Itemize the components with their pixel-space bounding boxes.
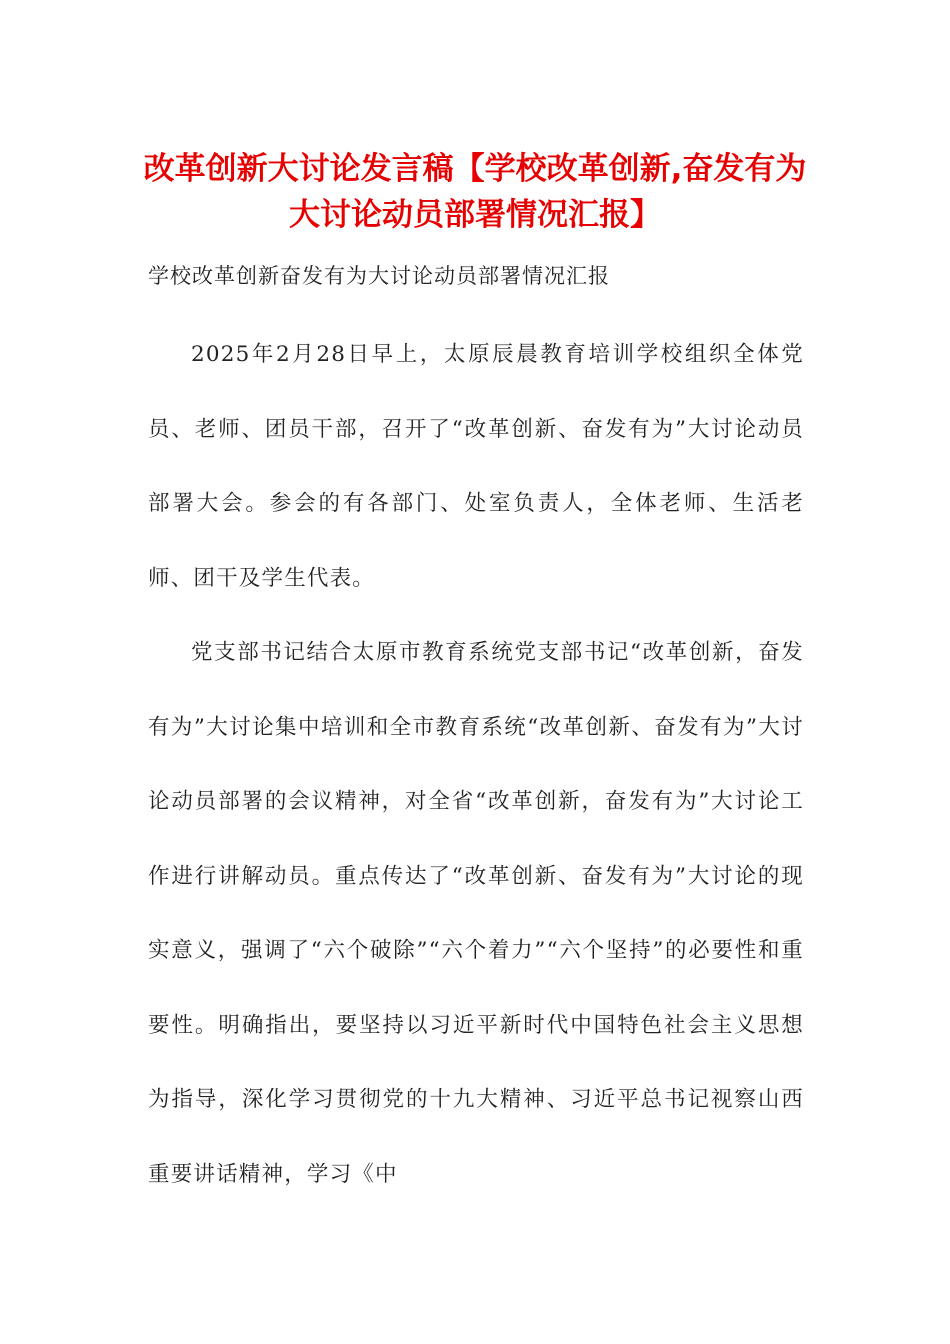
paragraph-secretary-speech: 党支部书记结合太原市教育系统党支部书记“改革创新，奋发有为”大讨论集中培训和全市教育系统“改革创新、奋发有为”大讨论动员部署的会议精神，对全省“改革创新，奋发有为”大讨论工作进行讲解动员。重点传达了“改革创新、奋发有为”大讨论的现实意义，强调了“六个破除”“六个着力”“六个坚持”的必要性和重要性。明确指出，要坚持以习近平新时代中国特色社会主义思想为指导，深化学习贯彻党的十九大精神、习近平总书记视察山西重要讲话精神，学习《中 [148, 640, 804, 1187]
document-title: 改革创新大讨论发言稿【学校改革创新,奋发有为大讨论动员部署情况汇报】 [143, 151, 807, 233]
document-subtitle: 学校改革创新奋发有为大讨论动员部署情况汇报 [148, 264, 610, 288]
paragraph-meeting-overview: 2025年2月28日早上，太原辰晨教育培训学校组织全体党员、老师、团员干部，召开了“改革创新、奋发有为”大讨论动员部署大会。参会的有各部门、处室负责人，全体老师、生活老师、团干及学生代表。 [148, 342, 804, 591]
